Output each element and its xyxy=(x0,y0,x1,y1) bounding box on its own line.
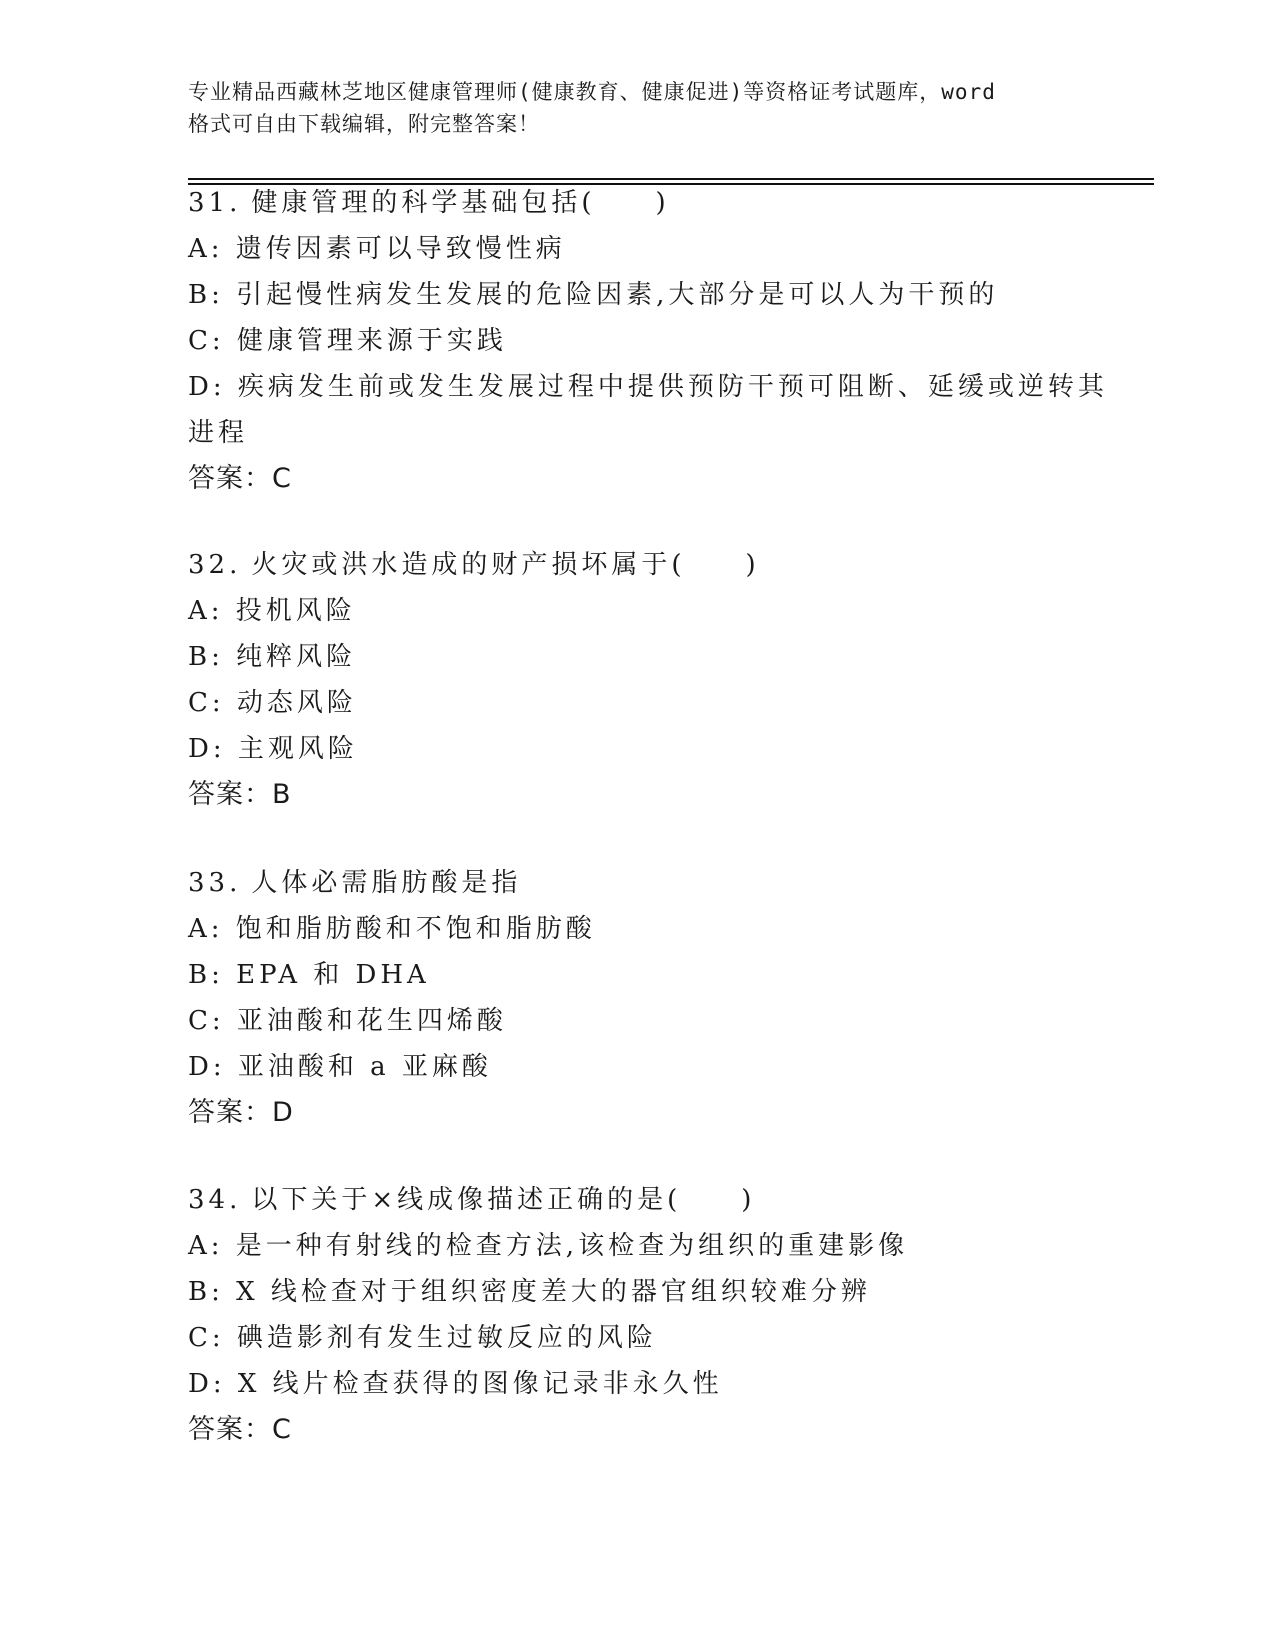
question-32 xyxy=(188,542,1088,818)
option-c: C: 亚油酸和花生四烯酸 xyxy=(188,1006,507,1036)
option-d: D: X 线片检查获得的图像记录非永久性 xyxy=(188,1369,723,1399)
question-text: 火灾或洪水造成的财产损坏属于( ) xyxy=(251,550,760,580)
question-34 xyxy=(188,1177,1088,1453)
answer: 答案：B xyxy=(188,779,292,810)
option-d: D: 亚油酸和 a 亚麻酸 xyxy=(188,1052,492,1082)
option-d-continuation: 进程 xyxy=(188,418,249,448)
answer: 答案：D xyxy=(188,1097,294,1128)
answer: 答案：C xyxy=(188,463,292,494)
option-b: B: EPA 和 DHA xyxy=(188,960,430,990)
question-stem xyxy=(188,1177,1088,1223)
question-stem xyxy=(188,180,1088,226)
question-number: 32. xyxy=(188,550,242,580)
answer: 答案：C xyxy=(188,1414,292,1445)
header-line-1: 专业精品西藏林芝地区健康管理师(健康教育、健康促进)等资格证考试题库，word xyxy=(188,80,996,104)
option-d: D: 主观风险 xyxy=(188,734,358,764)
option-a: A: 投机风险 xyxy=(188,596,356,626)
document-header xyxy=(188,76,1088,140)
option-b: B: X 线检查对于组织密度差大的器官组织较难分辨 xyxy=(188,1277,871,1307)
question-text: 人体必需脂肪酸是指 xyxy=(251,868,522,898)
option-c: C: 碘造影剂有发生过敏反应的风险 xyxy=(188,1323,657,1353)
option-c: C: 健康管理来源于实践 xyxy=(188,326,507,356)
option-a: A: 是一种有射线的检查方法,该检查为组织的重建影像 xyxy=(188,1231,909,1261)
option-b: B: 纯粹风险 xyxy=(188,642,357,672)
option-b: B: 引起慢性病发生发展的危险因素,大部分是可以人为干预的 xyxy=(188,280,999,310)
question-31 xyxy=(188,180,1108,502)
option-c: C: 动态风险 xyxy=(188,688,357,718)
question-33 xyxy=(188,860,1088,1136)
question-stem xyxy=(188,860,1088,906)
option-d: D: 疾病发生前或发生发展过程中提供预防干预可阻断、延缓或逆转其 xyxy=(188,372,1108,402)
question-number: 33. xyxy=(188,868,242,898)
question-text: 以下关于×线成像描述正确的是( ) xyxy=(251,1185,756,1215)
option-a: A: 饱和脂肪酸和不饱和脂肪酸 xyxy=(188,914,596,944)
question-number: 31. xyxy=(188,188,242,218)
option-a: A: 遗传因素可以导致慢性病 xyxy=(188,234,566,264)
question-text: 健康管理的科学基础包括( ) xyxy=(251,188,670,218)
question-number: 34. xyxy=(188,1185,242,1215)
header-line-2: 格式可自由下载编辑，附完整答案！ xyxy=(188,112,540,136)
question-stem xyxy=(188,542,1088,588)
